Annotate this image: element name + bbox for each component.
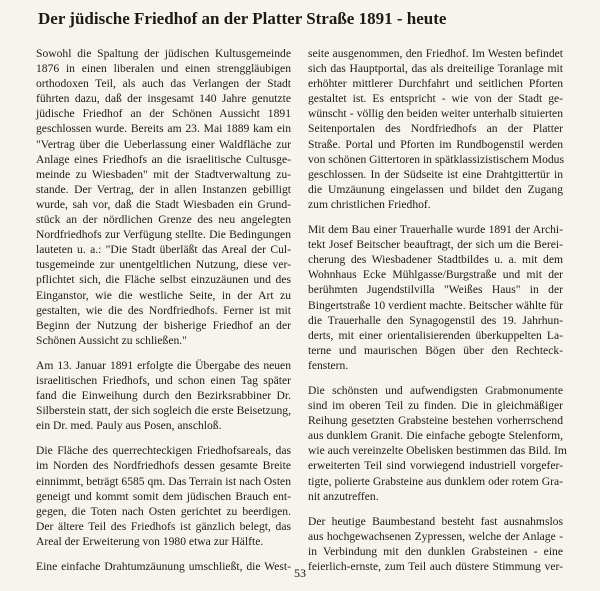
- text-line: nit anzutreffen.: [308, 489, 379, 503]
- text-line: meinde zu Wiesbaden" mit der Stadtverwaltung zu-: [36, 167, 291, 181]
- paragraph: [36, 443, 291, 549]
- text-line: tekt Josef Beitscher beauftragt, der sich um die Berei-: [308, 238, 563, 252]
- paragraph: [308, 46, 563, 212]
- text-line: berühmten Jugendstilvilla "Weißes Haus" in der: [308, 283, 563, 297]
- text-line: Der heutige Baumbestand besteht fast ausnahmslos: [308, 514, 563, 528]
- text-line: erweiterten Teil sind vorwiegend industriell vorgefer-: [308, 459, 563, 473]
- text-line: einnimmt, beträgt 6585 qm. Das Terrain ist nach Osten: [36, 474, 291, 488]
- text-line: Am 13. Januar 1891 erfolgte die Übergabe des neuen: [36, 358, 291, 372]
- paragraph: [308, 383, 567, 504]
- paragraph: [36, 358, 291, 433]
- text-line: Beginn der Nutzung der bisherige Friedhof an der: [36, 318, 291, 332]
- text-line: Die Fläche des querrechteckigen Friedhofsareals, das: [36, 444, 291, 458]
- text-line: israelitischen Friedhofs, und schon einen Tag später: [36, 373, 291, 387]
- text-line: terne und maurischen Bögen über den Rechteck-: [308, 343, 563, 357]
- text-line: lauteten u. a.: "Die Stadt überläßt das Areal der Cul-: [36, 243, 291, 257]
- text-line: Straße. Portal und Pforten im Rundbogenstil werden: [308, 137, 563, 151]
- text-line: tusgemeinde zur unentgeltlichen Nutzung, diese ver-: [36, 258, 291, 272]
- text-line: geschlossen wurde. Bereits am 23. Mai 1889 kam ein: [36, 122, 291, 136]
- text-line: "Vertrag über die Ueberlassung einer Waldfläche zur: [36, 137, 291, 151]
- page-number: 53: [294, 566, 306, 580]
- text-line: Areal der Erweiterung von 1980 etwa zur Hälfte.: [36, 534, 264, 548]
- text-line: Eine einfache Drahtumzäunung umschließt, die West-: [36, 560, 291, 573]
- right-column: [308, 46, 567, 574]
- text-line: jüdische Friedhof an der Schönen Aussicht 1891: [36, 107, 291, 121]
- text-line: fand die Einweihung durch den Bezirksrabbiner Dr.: [36, 389, 291, 403]
- text-line: Mit dem Bau einer Trauerhalle wurde 1891 der Archi-: [308, 223, 563, 237]
- text-line: Seitenportalen des Nordfriedhofs an der Platter: [308, 122, 563, 136]
- text-line: Wohnhaus Ecke Mühlgasse/Burgstraße und mit der: [308, 268, 563, 282]
- text-line: Bingertstraße 10 verdient machte. Beitscher wählte für: [308, 298, 563, 312]
- text-line: geschlossen. In der Südseite ist eine Drahtgittertür in: [308, 167, 563, 181]
- left-column: [36, 46, 291, 574]
- text-line: pflichtet sich, die Fläche selbst einzuzäunen und des: [36, 273, 291, 287]
- text-line: seite ausgenommen, den Friedhof. Im Westen befindet: [308, 47, 563, 60]
- text-line: sind im oberen Teil zu finden. Die in gleichmäßiger: [308, 399, 563, 413]
- text-line: cherung des Wiesbadener Stadtbildes u. a. mit dem: [308, 253, 563, 267]
- text-line: orthodoxen Teil, als auch das Verlangen der Stadt: [36, 77, 291, 91]
- text-line: Reihung gesetzten Grabsteine bestehen vorherrschend: [308, 414, 563, 428]
- text-line: zum christlichen Friedhof.: [308, 197, 431, 211]
- text-line: Silberstein statt, der sich sogleich die erste Beisetzung,: [36, 404, 291, 418]
- text-line: Einganstor, wie die westliche Seite, in der Art zu: [36, 288, 291, 302]
- paragraph-gap: [36, 348, 291, 358]
- text-line: erhöhter mittlerer Durchfahrt und seitlichen Pforten: [308, 77, 563, 91]
- text-line: Nordfriedhofs zur Verfügung stellte. Die Bedingungen: [36, 228, 291, 242]
- page-title: Der jüdische Friedhof an der Platter Straße 1891 - heute: [38, 9, 447, 28]
- text-line: gestalten, wie die des Nordfriedhofs. Ferner ist mit: [36, 303, 291, 317]
- paragraph: [308, 222, 563, 373]
- text-line: geneigt und kommt somit dem jüdischen Brauch ent-: [36, 489, 291, 503]
- text-line: feierlich-ernste, zum Teil auch düstere Stimmung ver-: [308, 560, 563, 573]
- text-line: stande. Der Vertrag, der in allen Instanzen gebilligt: [36, 182, 291, 196]
- text-line: 1876 in einen liberalen und einen strenggläubigen: [36, 62, 291, 76]
- text-line: ein Dr. med. Pauly aus Posen, anschloß.: [36, 419, 222, 433]
- text-line: von schönen Gittertoren in spätklassizistischem Modus: [308, 152, 564, 166]
- paragraph-gap: [36, 433, 291, 443]
- text-line: im Norden des Nordfriedhofs dessen gesamte Breite: [36, 459, 291, 473]
- text-line: stück an der nördlichen Grenze des neu angelegten: [36, 213, 291, 227]
- text-line: führten dazu, daß der insgesamt 140 Jahre genutzte: [36, 92, 291, 106]
- paragraph: [36, 46, 291, 348]
- text-line: wie auch vereinzelte Obelisken bestimmen das Bild. Im: [308, 444, 567, 458]
- text-line: die Umzäunung eingelassen und bildet den Zugang: [308, 182, 563, 196]
- paragraph-gap: [308, 504, 563, 514]
- text-line: tigte, polierte Grabsteine aus dunklem oder rotem Gra-: [308, 474, 563, 488]
- text-line: die Trauerhalle den Synagogenstil des 19. Jahrhun-: [308, 313, 563, 327]
- text-line: derts, mit einer orientalisierenden überkuppelten La-: [308, 328, 563, 342]
- text-line: aus hochgewachsenen Zypressen, welche der Anlage -: [308, 529, 563, 543]
- text-line: aus dunklem Granit. Die einfache gebogte Stelenform,: [308, 429, 563, 443]
- text-line: in Verbindung mit den dunklen Grabsteinen - eine: [308, 544, 563, 558]
- paragraph-gap: [308, 212, 563, 222]
- text-line: Schönen Aussicht zu schließen.": [36, 333, 187, 347]
- text-line: Sowohl die Spaltung der jüdischen Kultusgemeinde: [36, 47, 291, 60]
- text-line: wurde, sah vor, daß die Stadt Wiesbaden ein Grund-: [36, 197, 291, 211]
- text-line: Die schönsten und aufwendigsten Grabmonumente: [308, 383, 563, 397]
- text-line: Anlage eines Friedhofs an die israelitische Cultusge-: [36, 152, 291, 166]
- text-line: sich das Hauptportal, das als dreiteilige Toranlage mit: [308, 62, 563, 76]
- text-line: gestaltet ist. Es entspricht - wie von der Stadt ge-: [308, 92, 563, 106]
- text-line: gegen, die Toten nach Osten gerichtet zu beerdigen.: [36, 504, 291, 518]
- text-line: wünscht - völlig den beiden weiter unterhalb situierten: [308, 107, 563, 121]
- text-line: fenstern.: [308, 358, 349, 372]
- text-line: Der ältere Teil des Friedhofs ist gänzlich belegt, das: [36, 519, 291, 533]
- paragraph-gap: [308, 373, 563, 383]
- paragraph-gap: [36, 549, 291, 559]
